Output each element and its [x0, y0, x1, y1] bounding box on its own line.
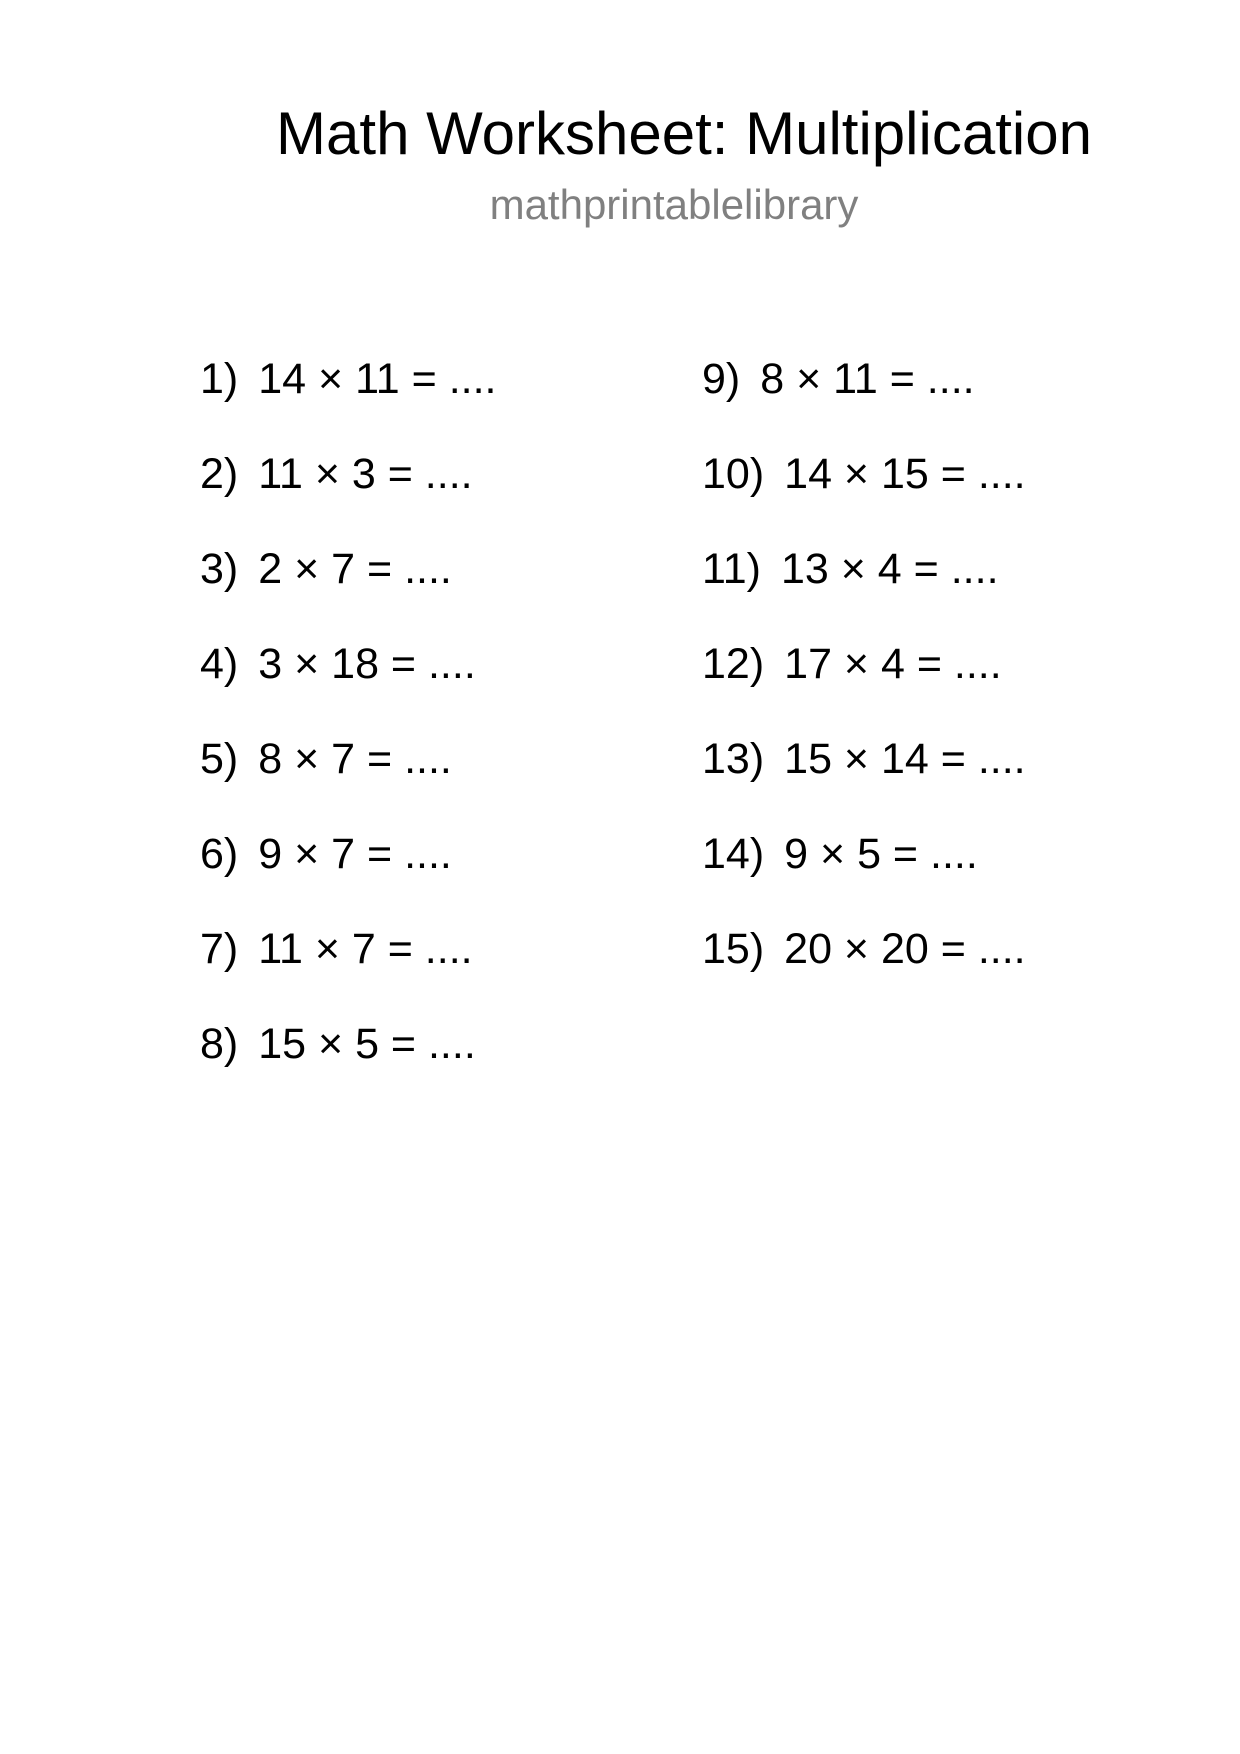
problem-expression: 20 × 20 = ....: [784, 925, 1026, 973]
problem-number: 9): [702, 355, 741, 403]
problem-list-right: [702, 354, 1026, 1019]
problem-number: 12): [702, 640, 765, 688]
problem-number: 5): [200, 735, 239, 783]
problem-expression: 8 × 11 = ....: [760, 355, 975, 403]
page-subtitle: mathprintablelibrary: [489, 181, 859, 228]
problem-item: [702, 924, 1026, 1019]
problem-item: [702, 734, 1026, 829]
problem-item: [702, 544, 1026, 639]
problem-expression: 14 × 15 = ....: [784, 450, 1026, 498]
problem-expression: 11 × 7 = ....: [258, 925, 473, 973]
problem-expression: 13 × 4 = ....: [780, 545, 999, 593]
problem-item: [200, 639, 497, 734]
problem-item: [200, 449, 497, 544]
problem-expression: 3 × 18 = ....: [258, 640, 476, 688]
problem-expression: 11 × 3 = ....: [258, 450, 473, 498]
problem-item: [702, 829, 1026, 924]
problem-list-left: [200, 354, 497, 1114]
problem-number: 1): [200, 355, 239, 403]
problem-item: [702, 354, 1026, 449]
problem-item: [702, 639, 1026, 734]
problem-expression: 15 × 5 = ....: [258, 1020, 476, 1068]
problem-expression: 15 × 14 = ....: [784, 735, 1026, 783]
problem-number: 4): [200, 640, 239, 688]
problem-number: 13): [702, 735, 765, 783]
problem-expression: 14 × 11 = ....: [258, 355, 497, 403]
problem-number: 15): [702, 925, 765, 973]
problem-expression: 9 × 5 = ....: [784, 830, 978, 878]
problem-item: [200, 734, 497, 829]
problem-expression: 2 × 7 = ....: [258, 545, 452, 593]
problem-number: 2): [200, 450, 239, 498]
problem-number: 10): [702, 450, 765, 498]
problem-number: 3): [200, 545, 239, 593]
problem-number: 14): [702, 830, 765, 878]
problem-number: 6): [200, 830, 239, 878]
problem-item: [200, 354, 497, 449]
problem-number: 11): [702, 545, 761, 593]
problem-number: 8): [200, 1020, 239, 1068]
problem-item: [702, 449, 1026, 544]
problem-item: [200, 924, 497, 1019]
problem-item: [200, 829, 497, 924]
problem-expression: 9 × 7 = ....: [258, 830, 452, 878]
problem-expression: 8 × 7 = ....: [258, 735, 452, 783]
page-title: Math Worksheet: Multiplication: [276, 100, 1092, 167]
problem-number: 7): [200, 925, 239, 973]
problem-item: [200, 544, 497, 639]
problem-expression: 17 × 4 = ....: [784, 640, 1002, 688]
problem-item: [200, 1019, 497, 1114]
